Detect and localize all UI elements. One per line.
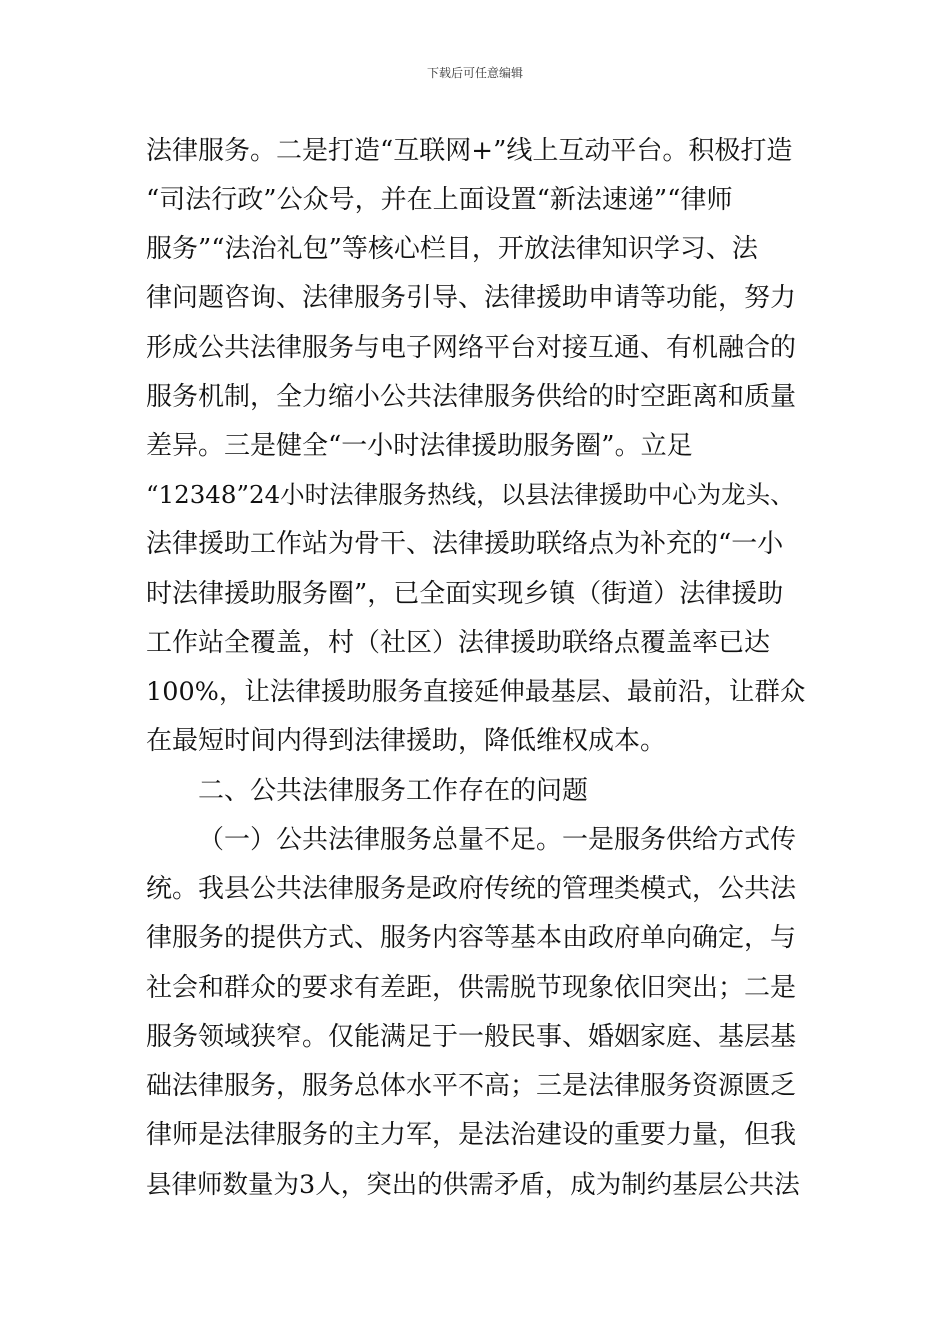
text-line: 础法律服务，服务总体水平不高；三是法律服务资源匮乏 (146, 1071, 797, 1101)
text-line: 律师是法律服务的主力军，是法治建设的重要力量，但我 (146, 1120, 797, 1150)
text-line: 100%，让法律援助服务直接延伸最基层、最前沿，让群众 (146, 677, 806, 707)
text-line: “12348”24小时法律服务热线，以县法律援助中心为龙头、 (146, 480, 795, 509)
text-line: 差异。三是健全“一小时法律援助服务圈”。立足 (146, 431, 693, 461)
text-line: 工作站全覆盖，村（社区）法律援助联络点覆盖率已达 (146, 628, 771, 658)
text-line: 服务领域狭窄。仅能满足于一般民事、婚姻家庭、基层基 (146, 1022, 797, 1052)
text-line: 时法律援助服务圈”，已全面实现乡镇（街道）法律援助 (146, 579, 784, 609)
text-line: 法律援助工作站为骨干、法律援助联络点为补充的“一小 (146, 529, 784, 559)
text-line: 律问题咨询、法律服务引导、法律援助申请等功能，努力 (146, 283, 797, 313)
text-line: 法律服务。二是打造“互联网+”线上互动平台。积极打造 (146, 136, 793, 166)
page-header: 下载后可任意编辑 (426, 66, 523, 80)
text-line: 社会和群众的要求有差距，供需脱节现象依旧突出；二是 (146, 973, 797, 1003)
text-line: 县律师数量为3人，突出的供需矛盾，成为制约基层公共法 (146, 1170, 800, 1200)
text-line: 服务”“法治礼包”等核心栏目，开放法律知识学习、法 (146, 234, 758, 264)
text-line: 在最短时间内得到法律援助，降低维权成本。 (146, 726, 667, 756)
section-heading: 二、公共法律服务工作存在的问题 (198, 776, 589, 806)
text-line: 形成公共法律服务与电子网络平台对接互通、有机融合的 (146, 333, 797, 363)
text-line: 服务机制，全力缩小公共法律服务供给的时空距离和质量 (146, 382, 797, 412)
text-line: 律服务的提供方式、服务内容等基本由政府单向确定，与 (146, 923, 797, 953)
text-line: 统。我县公共法律服务是政府传统的管理类模式，公共法 (146, 874, 797, 904)
subsection-heading: （一）公共法律服务总量不足。一是服务供给方式传 (198, 825, 797, 855)
text-line: “司法行政”公众号，并在上面设置“新法速递”“律师 (146, 185, 733, 215)
